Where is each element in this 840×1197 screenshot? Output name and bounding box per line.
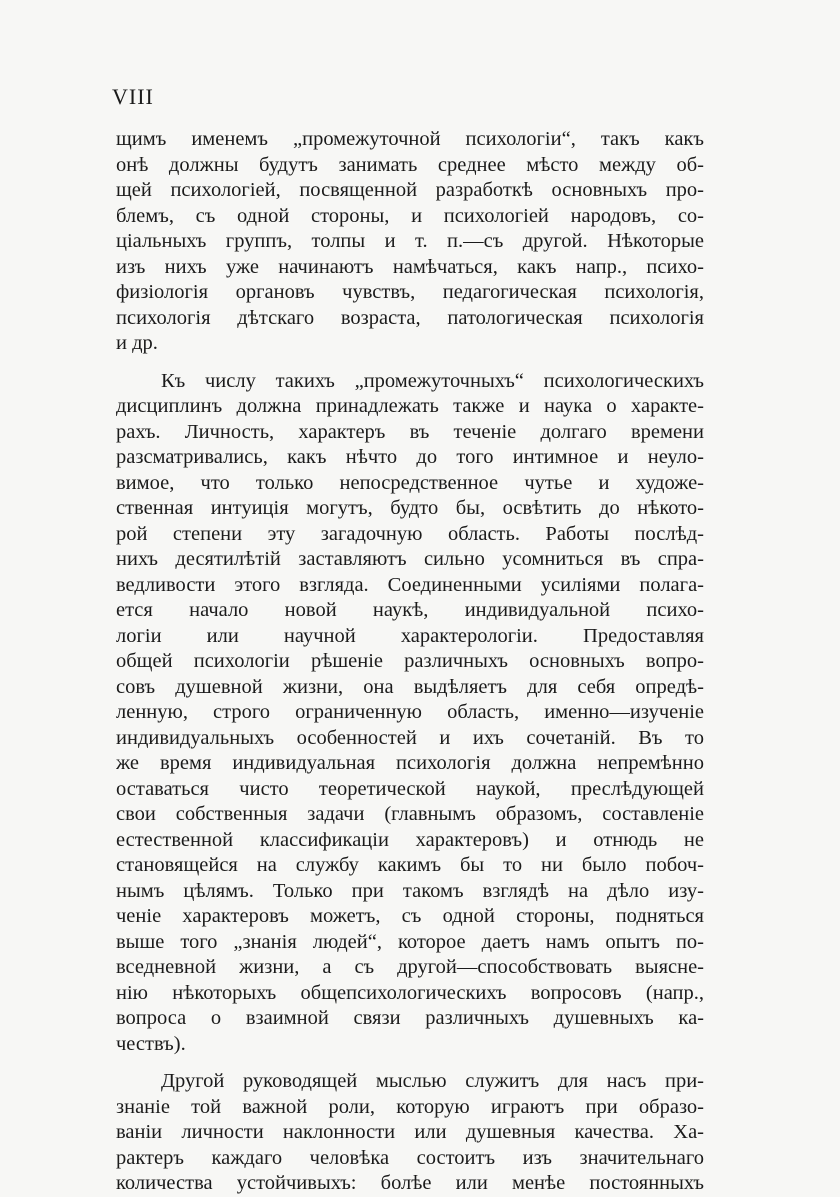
paragraph (116, 1069, 704, 1197)
text-line: физіологія органовъ чувствъ, педагогическая психологія, (116, 281, 704, 303)
paragraph-gap (116, 357, 704, 369)
text-line: нію нѣкоторыхъ общепсихологическихъ вопросовъ (напр., (116, 981, 704, 1004)
text-line: общей психологіи рѣшеніе различныхъ основныхъ вопро- (116, 650, 704, 672)
text-line: индивидуальныхъ особенностей и ихъ сочетаній. Въ то (116, 726, 704, 749)
paragraph-gap (116, 1057, 704, 1069)
text-line: ленную, строго ограниченную область, именно—изученіе (116, 701, 704, 723)
text-line: ется начало новой наукѣ, индивидуальной психо- (116, 599, 704, 621)
text-line: же время индивидуальная психологія должна непремѣнно (116, 752, 704, 774)
text-line: вимое, что только непосредственное чутье и художе- (116, 471, 704, 494)
text-line: онѣ должны будутъ занимать среднее мѣсто между об- (116, 153, 704, 176)
text-line: ственная интуиція могутъ, будто бы, освѣтить до нѣкото- (116, 497, 704, 519)
text-line: Къ числу такихъ „промежуточныхъ“ психологическихъ (161, 369, 704, 392)
text-line: ченіе характеровъ можетъ, съ одной стороны, подняться (116, 905, 704, 927)
body-text (116, 127, 704, 1197)
text-line: щимъ именемъ „промежуточной психологіи“, такъ какъ (116, 128, 704, 150)
text-line: нымъ цѣлямъ. Только при такомъ взглядѣ на дѣло изу- (116, 879, 704, 902)
text-line: щей психологіей, посвященной разработкѣ основныхъ про- (116, 179, 704, 201)
text-line: становящейся на службу какимъ бы то ни было побоч- (116, 854, 704, 876)
text-line: выше того „знанія людей“, которое даетъ намъ опытъ по- (116, 930, 704, 953)
text-line: психологія дѣтскаго возраста, патологическая психологія (116, 306, 704, 329)
text-line: рактеръ каждаго человѣка состоитъ изъ значительнаго (116, 1146, 704, 1169)
page-number: VIII (112, 84, 154, 109)
text-line: чествъ). (116, 1032, 186, 1055)
text-line: совъ душевной жизни, она выдѣляетъ для себя опредѣ- (116, 675, 704, 698)
text-line: естественной классификаціи характеровъ) и отнюдь не (116, 828, 704, 851)
paragraph (116, 127, 704, 357)
text-line: ціальныхъ группъ, толпы и т. п.—съ другой. Нѣкоторые (116, 230, 704, 252)
text-line: логіи или научной характерологіи. Предоставляя (116, 624, 704, 647)
paragraph (116, 369, 704, 1058)
text-line: Другой руководящей мыслью служитъ для насъ при- (161, 1070, 704, 1092)
text-line: нихъ десятилѣтій заставляютъ сильно усомниться въ спра- (116, 548, 704, 570)
text-line: изъ нихъ уже начинаютъ намѣчаться, какъ напр., психо- (116, 255, 704, 278)
text-line: оставаться чисто теоретической наукой, преслѣдующей (116, 777, 704, 800)
text-line: ведливости этого взгляда. Соединенными усиліями полага- (116, 573, 704, 596)
text-line: рахъ. Личность, характеръ въ теченіе долгаго времени (116, 420, 704, 443)
text-line: вседневной жизни, а съ другой—способствовать выясне- (116, 956, 704, 978)
text-line: свои собственныя задачи (главнымъ образомъ, составленіе (116, 803, 704, 825)
text-line: блемъ, съ одной стороны, и психологіей народовъ, со- (116, 204, 704, 227)
text-line: ваніи личности наклонности или душевныя качества. Ха- (116, 1121, 704, 1143)
text-line: и др. (116, 332, 158, 354)
text-line: рой степени эту загадочную область. Работы послѣд- (116, 522, 704, 545)
text-line: знаніе той важной роли, которую играютъ при образо- (116, 1095, 704, 1118)
text-line: разсматривались, какъ нѣчто до того интимное и неуло- (116, 446, 704, 468)
text-line: вопроса о взаимной связи различныхъ душевныхъ ка- (116, 1007, 704, 1029)
text-line: дисциплинъ должна принадлежать также и наука о характе- (116, 395, 704, 417)
text-line: количества устойчивыхъ: болѣе или менѣе постоянныхъ (116, 1172, 704, 1194)
